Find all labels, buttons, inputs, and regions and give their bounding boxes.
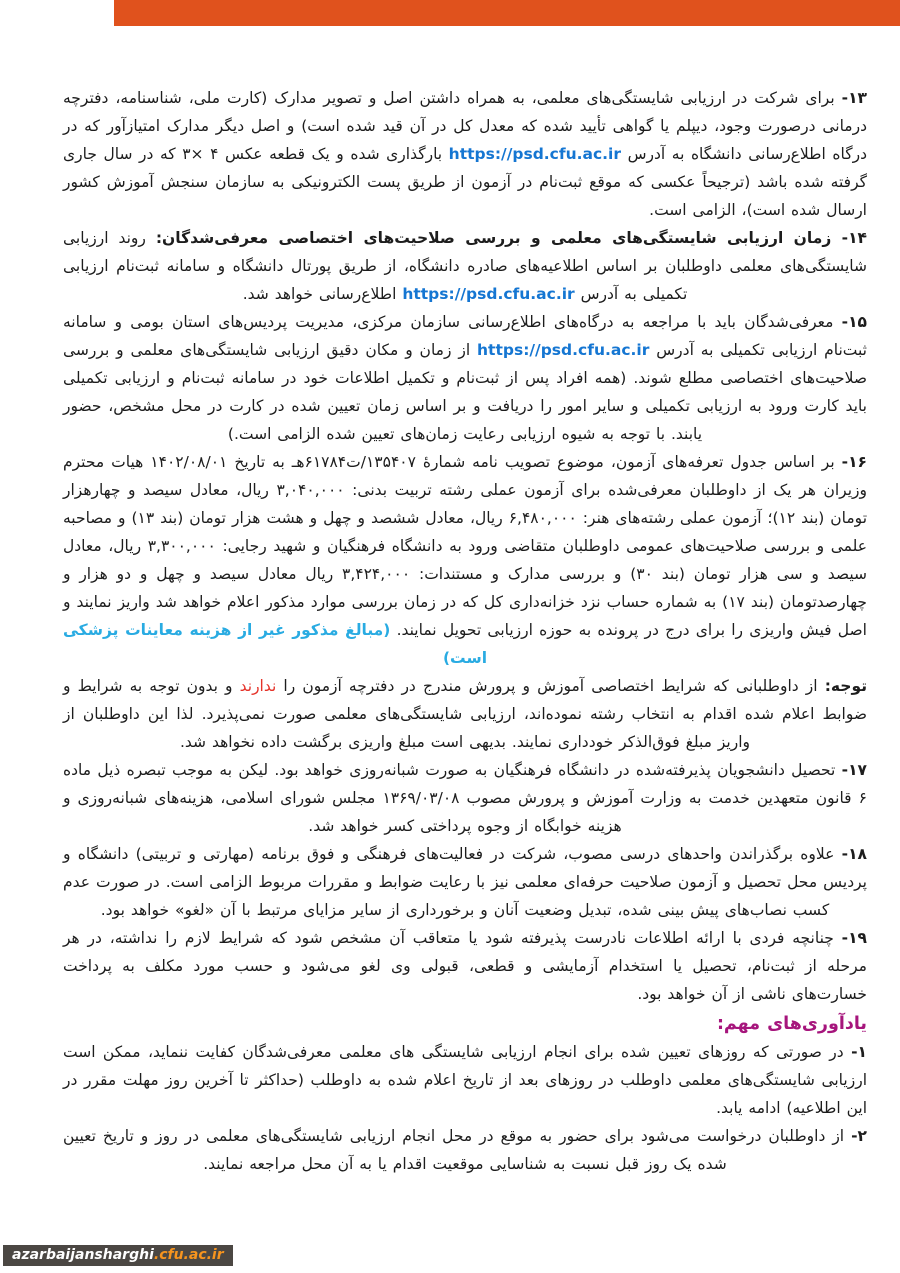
reminder-2 — [63, 1122, 867, 1178]
text-run: برای شرکت در ارزیابی شایستگی‌های معلمی، به همراه داشتن اصل و تصویر مدارک (کارت ملی، شناسنامه، دفترچه درمانی درصورت وجود، دیپلم یا گواهی تأیید شده که معدل کل در آن قید شده است) و اصل دیگر مدارک امتیازآور که در درگاه اطلاع‌رسانی دانشگاه به آدرس — [63, 89, 867, 163]
text-run: روند ارزیابی شایستگی‌های معلمی داوطلبان بر اساس اطلاعیه‌های صادره دانشگاه، از طریق پورتال دانشگاه و سامانه ثبت‌نام ارزیابی تکمیلی به آدرس — [63, 229, 867, 303]
document-body — [63, 84, 867, 1178]
text-run: بر اساس جدول تعرفه‌های آزمون، موضوع تصویب نامه شمارۀ ۱۳۵۴۰۷/ت۶۱۷۸۴هـ به تاریخ ۱۴۰۲/۰۸/۰۱ هیات محترم وزیران هر یک از داوطلبان معرفی‌شده برای آزمون عملی رشته تربیت بدنی: ۳,۰۴۰,۰۰۰ ریال، معادل سیصد و چهارهزار تومان (بند ۱۲)؛ آزمون عملی رشته‌های هنر: ۶,۴۸۰,۰۰۰ ریال، معادل ششصد و چهل و هشت هزار تومان (بند ۱۳) و مصاحبه علمی و بررسی صلاحیت‌های عمومی داوطلبان متقاضی ورود به دانشگاه فرهنگیان و شهید رجایی: ۳,۳۰۰,۰۰۰ ریال، معادل سیصد و سی هزار تومان (بند ۳۰) و بررسی مدارک و مستندات: ۳,۴۲۴,۰۰۰ ریال معادل سیصد و چهل و دو هزار و چهارصدتومان (بند ۱۷) به شماره حساب نزد خزانه‌داری کل که در زمان بررسی موارد مذکور اعلام خواهد شد واریز نمایند و اصل فیش واریزی را برای درج در پرونده به حوزه ارزیابی تحویل نمایند. — [63, 453, 868, 639]
item-17 — [63, 756, 867, 840]
text-run: از داوطلبان درخواست می‌شود برای حضور به موقع در محل انجام ارزیابی شایستگی‌های معلمی در روز و تاریخ تعیین شده یک روز قبل نسبت به شناسایی موقعیت اقدام یا به آن محل مراجعه نمایند. — [63, 1127, 852, 1173]
portal-url-link[interactable]: https://psd.cfu.ac.ir — [448, 145, 622, 163]
site-watermark-name: azarbaijansharghi — [12, 1247, 154, 1263]
text-run: (مبالغ مذکور غیر از هزینه معاینات پزشکی است) — [63, 621, 488, 667]
text-run: چنانچه فردی با ارائه اطلاعات نادرست پذیرفته شود یا متعاقب آن مشخص شود که شرایط لازم را نداشته، در هر مرحله از ثبت‌نام، تحصیل یا استخدام آزمایشی و قطعی، قبولی وی لغو می‌شود و حسب مورد مکلف به پرداخت خسارت‌های ناشی از آن خواهد بود. — [63, 929, 867, 1003]
text-run: اطلاع‌رسانی خواهد شد. — [242, 285, 403, 303]
text-run: ندارند — [239, 677, 277, 695]
text-run: ۱۶- — [841, 453, 867, 471]
text-run: ۱- — [851, 1043, 867, 1061]
portal-url-link[interactable]: https://psd.cfu.ac.ir — [477, 341, 650, 359]
item-13 — [63, 84, 867, 224]
item-15 — [63, 308, 867, 448]
text-run: توجه: — [824, 677, 868, 695]
text-run: از زمان و مکان دقیق ارزیابی شایستگی‌های معلمی و بررسی صلاحیت‌های اختصاصی مطلع شوند. (همه افراد پس از ثبت‌نام و تکمیل اطلاعات خود در سامانه ثبت‌نام و ارزیابی تکمیلی باید کارت ورود به ارزیابی تکمیلی و سایر امور را دریافت و بر اساس زمان تعیین شده در کارت در محل مشخص، حضور یابند. با توجه به شیوه ارزیابی رعایت زمان‌های تعیین شده الزامی است.) — [63, 341, 867, 443]
text-run: یادآوری‌های مهم: — [716, 1014, 867, 1034]
reminders-heading — [63, 1010, 867, 1038]
text-run: از داوطلبانی که شرایط اختصاصی آموزش و پرورش مندرج در دفترچه آزمون را — [276, 677, 825, 695]
site-watermark-domain: .cfu.ac.ir — [153, 1247, 224, 1263]
text-run: بارگذاری شده و یک قطعه عکس ۴ ×۳ که در سال جاری گرفته شده باشد (ترجیحاً عکسی که موقع ثبت‌نام در آزمون از طریق پست الکترونیکی به سازمان سنجش آموزش کشور ارسال شده است)، الزامی است. — [63, 145, 867, 219]
header-banner — [114, 0, 900, 26]
portal-url-link[interactable]: https://psd.cfu.ac.ir — [402, 285, 575, 303]
site-watermark-badge — [3, 1245, 233, 1266]
text-run: ۱۳- — [841, 89, 867, 107]
text-run: تحصیل دانشجویان پذیرفته‌شده در دانشگاه فرهنگیان به صورت شبانه‌روزی خواهد بود. لیکن به موجب تبصره ذیل ماده ۶ قانون متعهدین خدمت به وزارت آموزش و پرورش مصوب ۱۳۶۹/۰۳/۰۸ مجلس شورای اسلامی، هزینه‌های شبانه‌روزی و هزینه خوابگاه از وجوه پرداختی کسر خواهد شد. — [63, 761, 867, 835]
item-18 — [63, 840, 867, 924]
item-16 — [63, 448, 867, 672]
reminder-1 — [63, 1038, 867, 1122]
text-run: معرفی‌شدگان باید با مراجعه به درگاه‌های اطلاع‌رسانی سازمان مرکزی، مدیریت پردیس‌های استان بومی و سامانه ثبت‌نام ارزیابی تکمیلی به آدرس — [63, 313, 867, 359]
text-run: ۱۴- زمان ارزیابی شایستگی‌های معلمی و بررسی صلاحیت‌های اختصاصی معرفی‌شدگان: — [155, 229, 868, 247]
text-run: ۱۷- — [841, 761, 867, 779]
text-run: ۱۸- — [841, 845, 867, 863]
text-run: در صورتی که روزهای تعیین شده برای انجام ارزیابی شایستگی های معلمی معرفی‌شدگان کفایت ننماید، ممکن است ارزیابی شایستگی‌های معلمی داوطلب در روزهای بعد از تاریخ اعلام شده به داوطلب (حداکثر تا آخرین روز مهلت مقرر در این اطلاعیه) ادامه یابد. — [63, 1043, 867, 1117]
text-run: ۲- — [851, 1127, 867, 1145]
note-tavajoh — [63, 672, 867, 756]
text-run: ۱۹- — [841, 929, 867, 947]
text-run: ۱۵- — [841, 313, 867, 331]
text-run: و بدون توجه به شرایط و ضوابط اعلام شده اقدام به انتخاب رشته نموده‌اند، ارزیابی شایستگی‌های معلمی صورت نمی‌پذیرد. لذا این داوطلبان از واریز مبلغ فوق‌الذکر خودداری نمایند. بدیهی است مبلغ واریزی برگشت داده نخواهد شد. — [63, 677, 867, 751]
text-run: علاوه برگذراندن واحدهای درسی مصوب، شرکت در فعالیت‌های فرهنگی و فوق برنامه (مهارتی و تربیتی) دانشگاه و پردیس محل تحصیل و آزمون صلاحیت حرفه‌ای معلمی نیز با رعایت ضوابط و مقررات مربوط الزامی است. در صورت عدم کسب نصاب‌های پیش بینی شده، تبدیل وضعیت آنان و برخورداری از سایر مزایای مرتبط با آن «لغو» خواهد بود. — [63, 845, 867, 919]
item-19 — [63, 924, 867, 1008]
item-14 — [63, 224, 867, 308]
